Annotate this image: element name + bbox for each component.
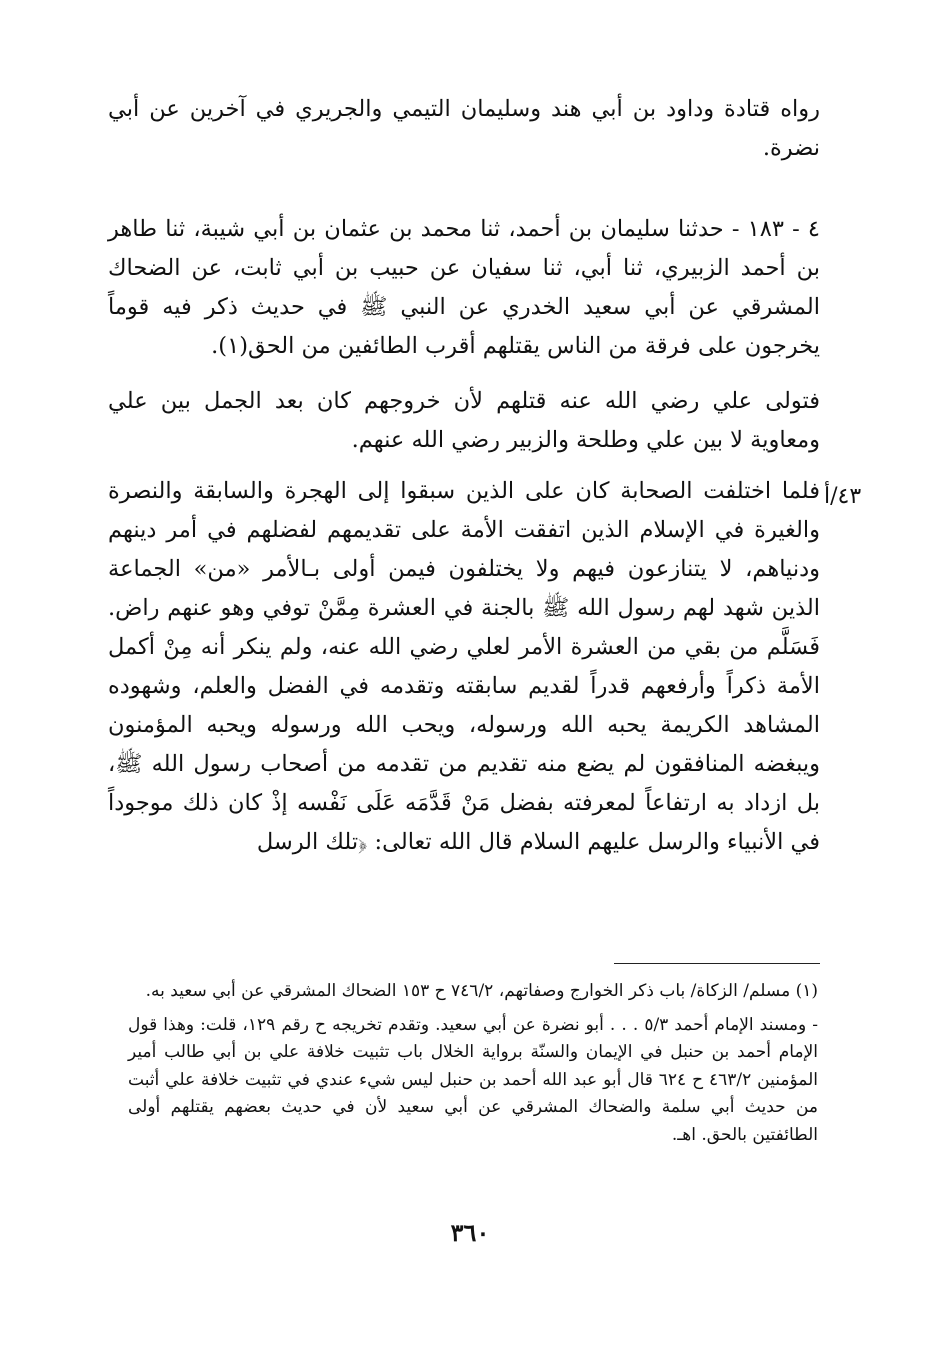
footnote-1: (١) مسلم/ الزكاة/ باب ذكر الخوارج وصفاتهم، ٧٤٦/٢ ح ١٥٣ الضحاك المشرقي عن أبي سعيد به. bbox=[145, 981, 818, 1001]
main-text bbox=[108, 90, 820, 862]
footnotes bbox=[128, 978, 818, 1155]
paragraph-hadith-183: ٤ - ١٨٣ - حدثنا سليمان بن أحمد، ثنا محمد بن عثمان بن أبي شيبة، ثنا طاهر بن أحمد الزبيري، ثنا أبي، ثنا سفيان عن حبيب بن أبي ثابت، عن الضحاك المشرقي عن أبي سعيد الخدري عن النبي ﷺ في حديث ذكر فيه قوماً يخرجون على فرقة من الناس يقتلهم أقرب الطائفين من الحق(١). bbox=[108, 216, 820, 359]
footnote-1-continued: - ومسند الإمام أحمد ٥/٣ . . . أبو نضرة عن أبي سعيد. وتقدم تخريجه ح رقم ١٢٩، قلت: وهذا قول الإمام أحمد بن حنبل في الإيمان والسنّة برواية الخلال باب تثبيت خلافة علي بن أبي طالب أمير المؤمنين ٤٦٣/٢ ح ٦٢٤ قال أبو عبد الله أحمد بن حنبل ليس شيء عندي في تثبيت خلافة علي أثبت من حديث أبي سلمة والضحاك المشرقي عن أبي سعيد لأن في حديث بعضهم يقتلهم أولى الطائفتين بالحق. اهـ. bbox=[128, 1014, 819, 1145]
page-number: ٣٦٠ bbox=[450, 1218, 490, 1247]
footnote-divider bbox=[614, 963, 820, 964]
paragraph-narration: رواه قتادة وداود بن أبي هند وسليمان التيمي والجريري في آخرين عن أبي نضرة. bbox=[108, 96, 820, 161]
manuscript-folio-ref: ٤٣/أ bbox=[824, 484, 862, 509]
paragraph-companions: فلما اختلفت الصحابة كان على الذين سبقوا إلى الهجرة والسابقة والنصرة والغيرة في الإسلام الذين اتفقت الأمة على تقديمهم لفضلهم في أمر دينهم ودنياهم، لا يتنازعون فيهم ولا يختلفون فيمن أولى بـالأمر «من» الجماعة الذين شهد لهم رسول الله ﷺ بالجنة في العشرة مِمَّنْ توفي وهو عنهم راض. فَسَلَّم من بقي من العشرة الأمر لعلي رضي الله عنه، ولم ينكر أنه مِنْ أكمل الأمة ذكراً وأرفعهم قدراً لقديم سابقته وتقدمه في الفضل والعلم، وشهوده المشاهد الكريمة يحبه الله ورسوله، ويحب الله ورسوله ويحبه المؤمنون ويبغضه المنافقون لم يضع منه تقديم من تقدمه من أصحاب رسول الله ﷺ، بل ازداد به ارتفاعاً لمعرفته بفضل مَنْ قَدَّمَه عَلَى نَفْسه إذْ كان ذلك موجوداً في الأنبياء والرسل عليهم السلام قال الله تعالى: ﴿تلك الرسل bbox=[108, 478, 820, 855]
paragraph-ali-fight: فتولى علي رضي الله عنه قتلهم لأن خروجهم كان بعد الجمل بين علي ومعاوية لا بين علي وطلحة والزبير رضي الله عنهم. bbox=[108, 388, 820, 453]
